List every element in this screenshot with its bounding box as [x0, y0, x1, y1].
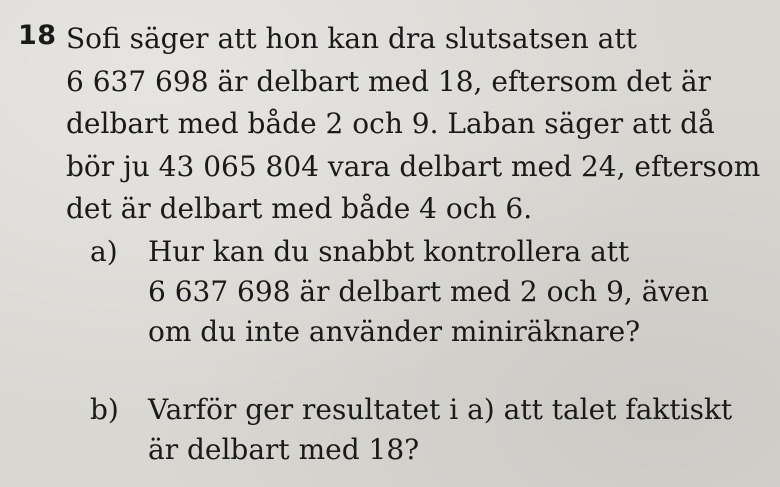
- subquestion-b: [90, 390, 750, 470]
- intro-line: bör ju 43 065 804 vara delbart med 24, eftersom: [66, 149, 761, 183]
- subquestion-a: [90, 232, 750, 352]
- subquestion-line: är delbart med 18?: [148, 433, 420, 466]
- subquestion-b-text: [148, 390, 750, 470]
- intro-line: Sofi säger att hon kan dra slutsatsen att: [66, 22, 637, 55]
- subquestion-line: om du inte använder miniräknare?: [148, 315, 641, 348]
- problem-18: [18, 18, 761, 231]
- subquestion-a-letter: a): [90, 235, 118, 268]
- problem-number: 18: [18, 20, 57, 51]
- subquestion-line: Varför ger resultatet i a) att talet faktiskt: [148, 393, 733, 426]
- intro-line: 6 637 698 är delbart med 18, eftersom det är: [66, 64, 711, 98]
- problem-intro: [66, 18, 761, 231]
- subquestion-a-text: [148, 232, 750, 352]
- intro-line: det är delbart med både 4 och 6.: [66, 192, 533, 225]
- subquestion-line: Hur kan du snabbt kontrollera att: [148, 235, 630, 268]
- subquestion-b-letter: b): [90, 393, 119, 426]
- intro-line: delbart med både 2 och 9. Laban säger att då: [66, 107, 715, 140]
- subquestion-line: 6 637 698 är delbart med 2 och 9, även: [148, 275, 709, 308]
